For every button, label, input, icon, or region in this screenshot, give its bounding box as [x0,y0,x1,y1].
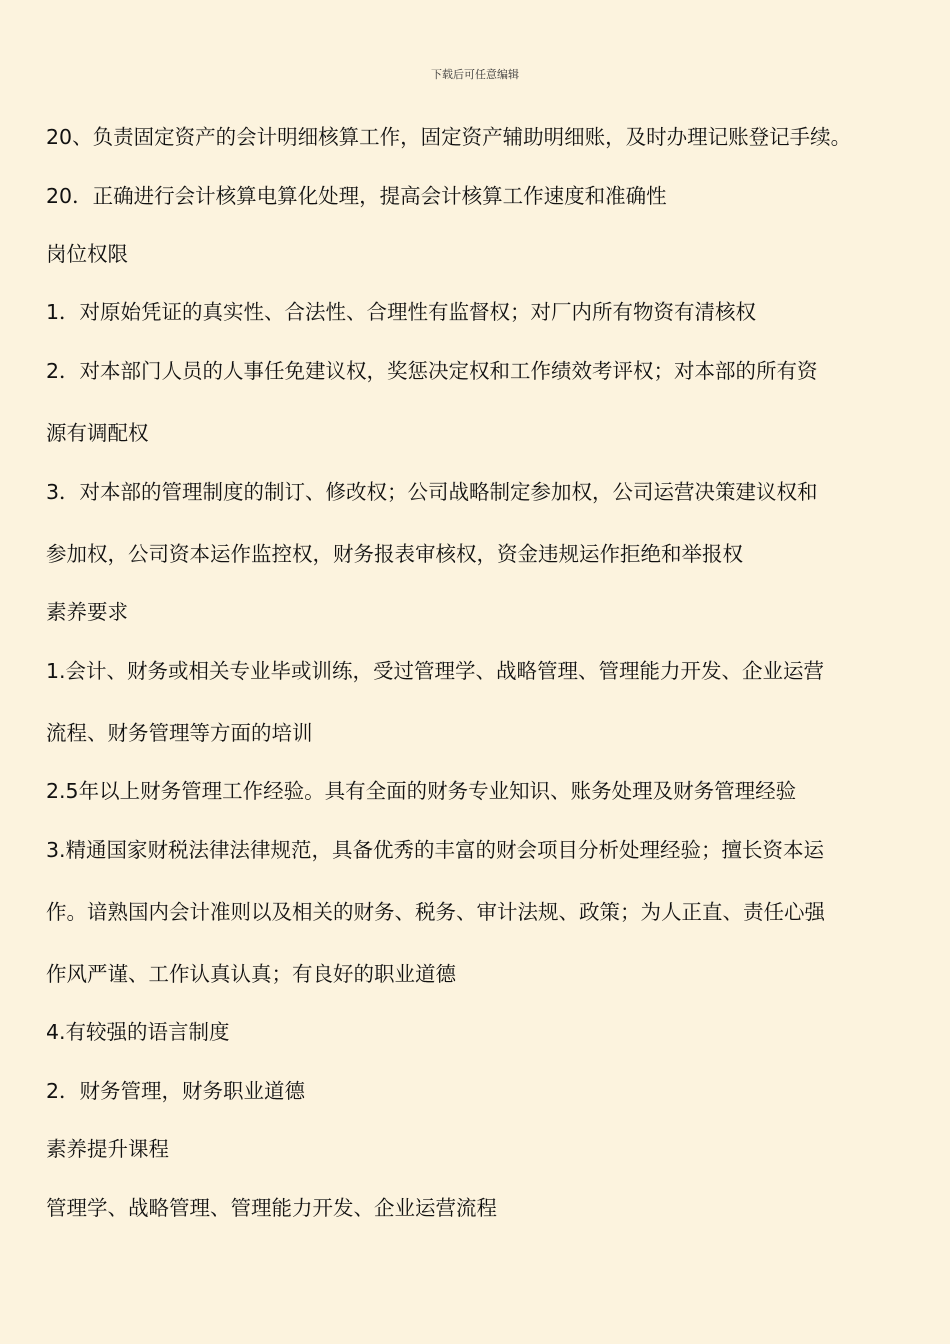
text-line: 2．对本部门人员的人事任免建议权，奖惩决定权和工作绩效考评权；对本部的所有资 [46,359,818,383]
text-line: 管理学、战略管理、管理能力开发、企业运营流程 [46,1196,497,1220]
section-heading: 岗位权限 [46,242,128,266]
section-heading: 素养提升课程 [46,1137,169,1161]
text-line: 2.5年以上财务管理工作经验。具有全面的财务专业知识、账务处理及财务管理经验 [46,779,797,803]
text-line: 1.会计、财务或相关专业毕或训练，受过管理学、战略管理、管理能力开发、企业运营 [46,659,825,683]
page-header: 下载后可任意编辑 [431,68,519,81]
text-line: 流程、财务管理等方面的培训 [46,721,313,745]
section-heading: 素养要求 [46,600,128,624]
text-line: 1．对原始凭证的真实性、合法性、合理性有监督权；对厂内所有物资有清核权 [46,300,757,324]
text-line: 参加权，公司资本运作监控权，财务报表审核权，资金违规运作拒绝和举报权 [46,542,743,566]
text-line: 20．正确进行会计核算电算化处理，提高会计核算工作速度和准确性 [46,184,667,208]
text-line: 20、负责固定资产的会计明细核算工作，固定资产辅助明细账，及时办理记账登记手续。 [46,125,852,149]
text-line: 作。谙熟国内会计准则以及相关的财务、税务、审计法规、政策；为人正直、责任心强 [46,900,825,924]
text-line: 3.精通国家财税法律法律规范，具备优秀的丰富的财会项目分析处理经验；擅长资本运 [46,838,825,862]
text-line: 2．财务管理，财务职业道德 [46,1079,306,1103]
text-line: 3．对本部的管理制度的制订、修改权；公司战略制定参加权，公司运营决策建议权和 [46,480,818,504]
text-line: 4.有较强的语言制度 [46,1020,230,1044]
text-line: 源有调配权 [46,421,149,445]
text-line: 作风严谨、工作认真认真；有良好的职业道德 [46,962,456,986]
